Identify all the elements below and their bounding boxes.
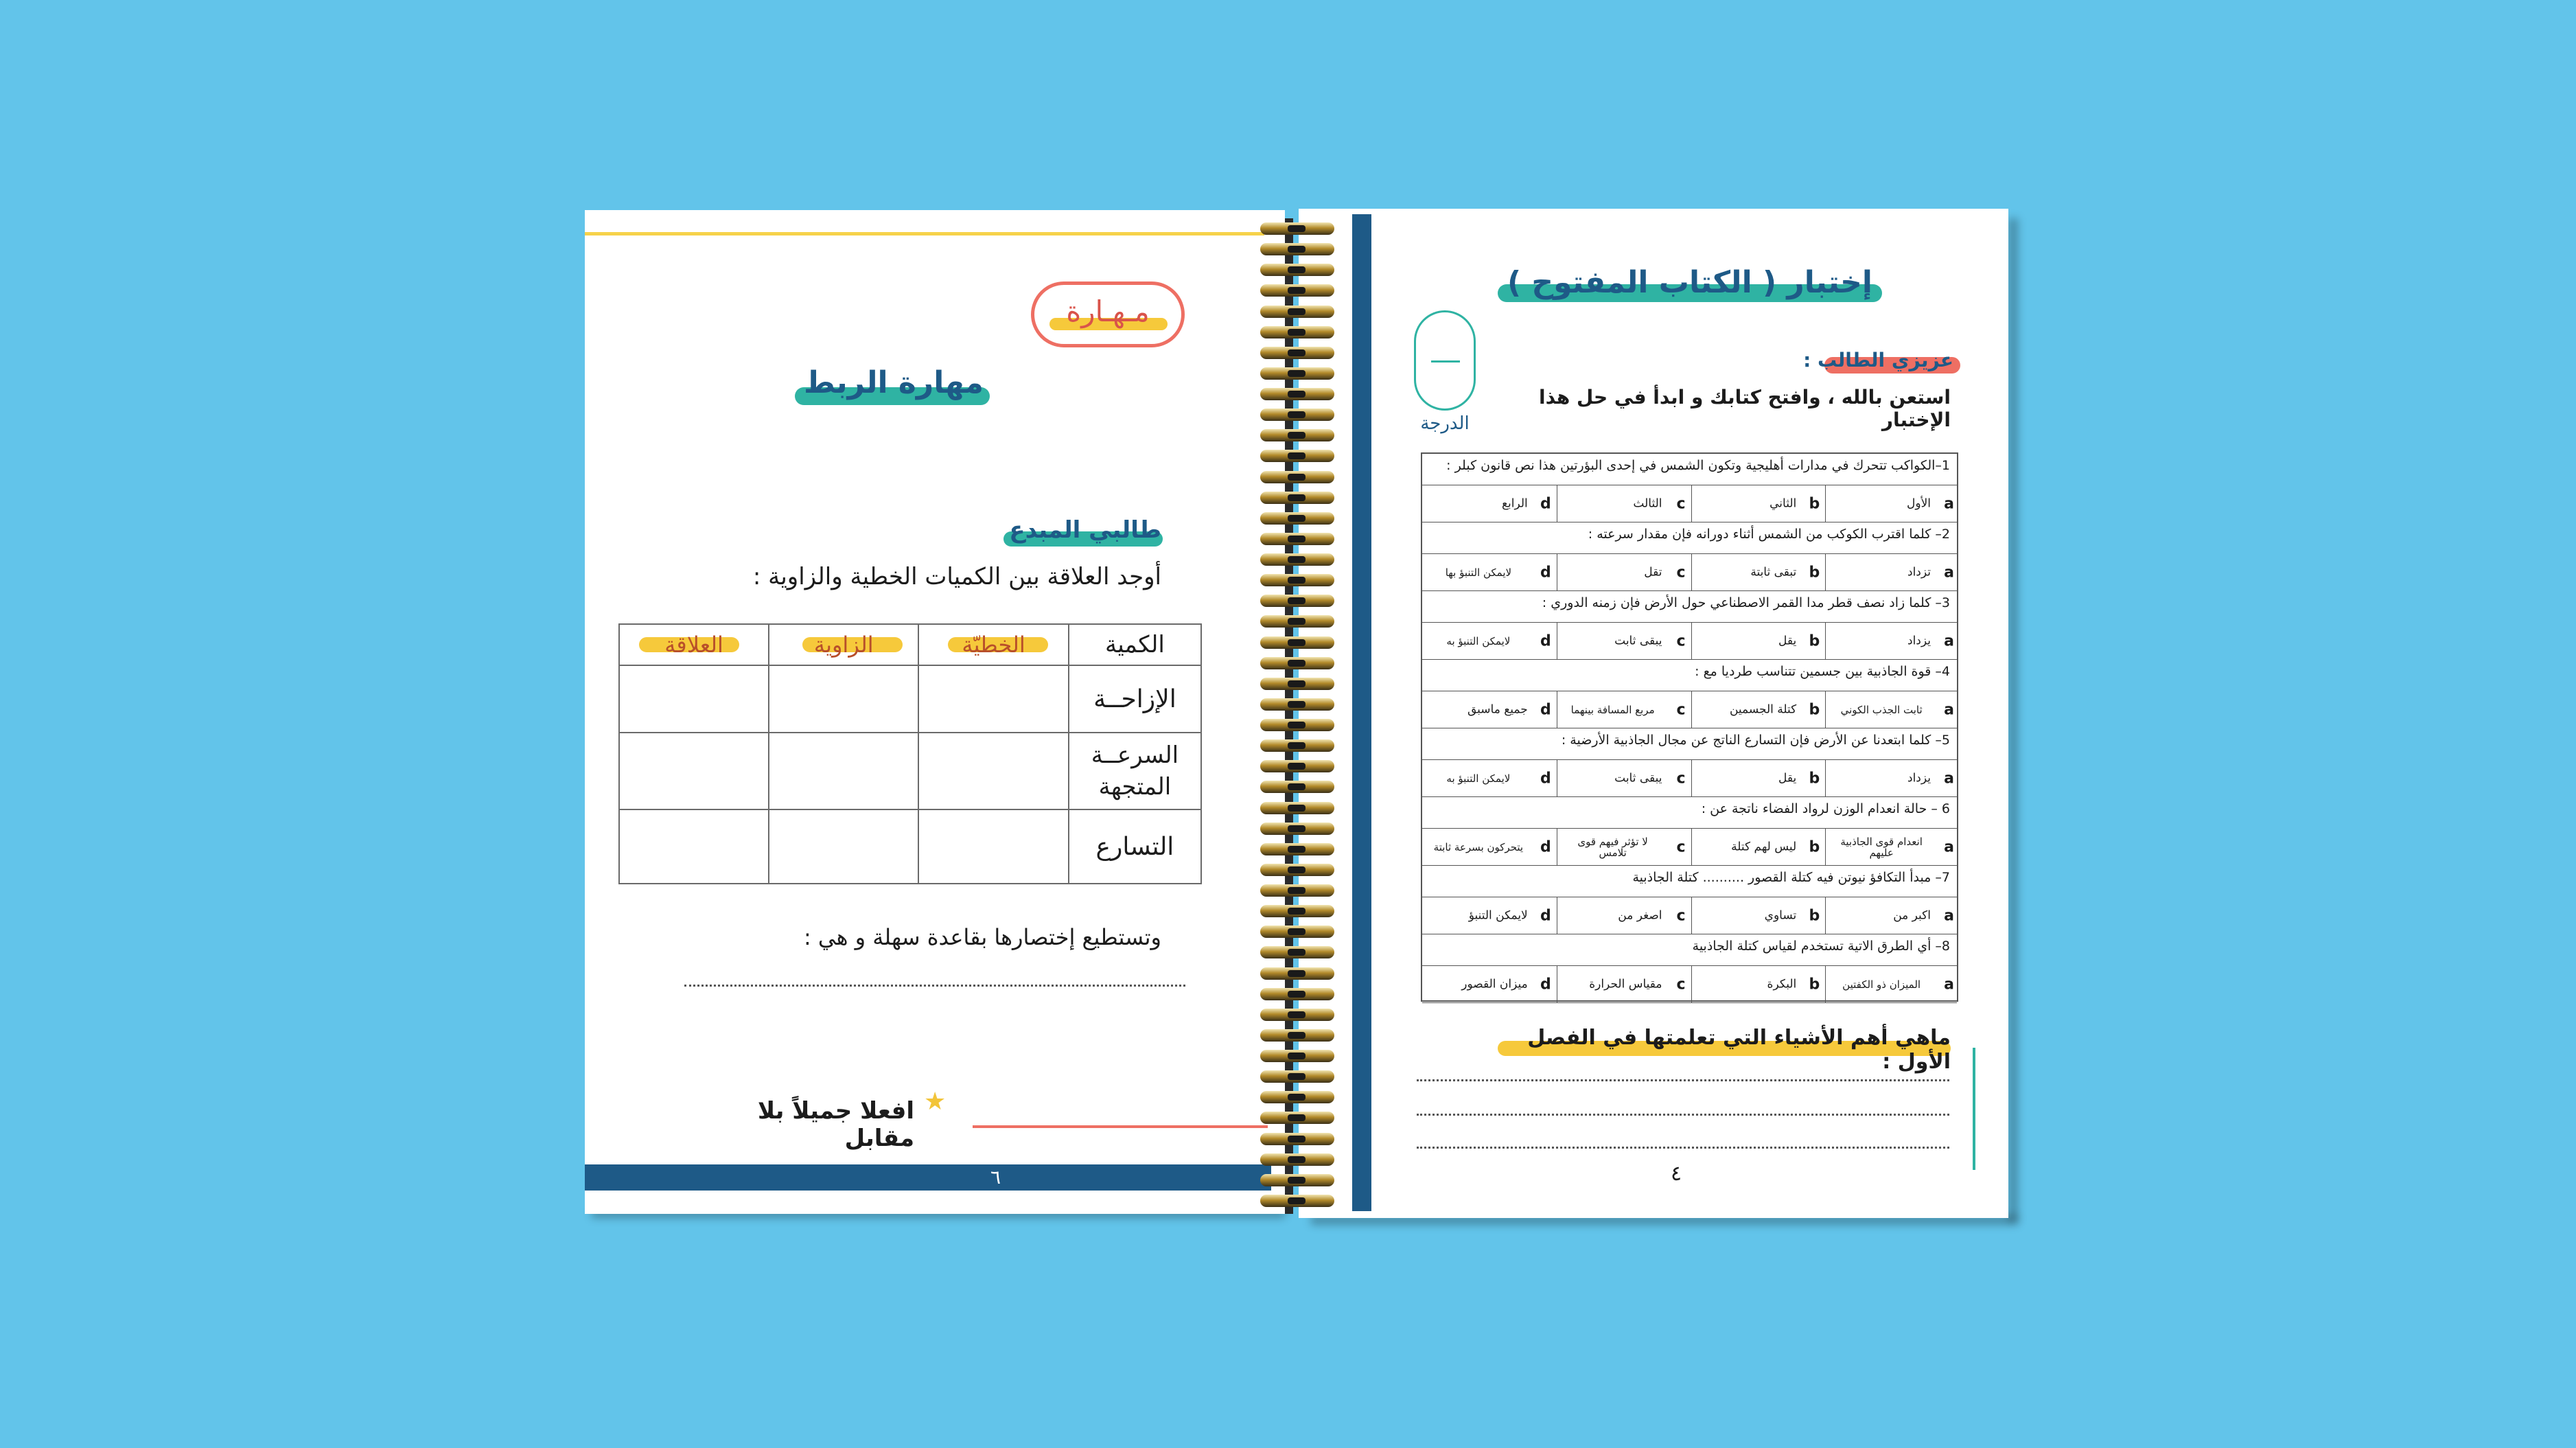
table-cell: التسارع — [1069, 809, 1201, 884]
table-row — [619, 809, 1201, 884]
question-text: 6 – حالة انعدام الوزن لرواد الفضاء ناتجة عن : — [1701, 801, 1950, 816]
option-b[interactable] — [1691, 829, 1826, 865]
option-text: يزداد — [1907, 634, 1931, 647]
question-text: 1–الكواكب تتحرك في مدارات أهليجية وتكون الشمس في إحدى البؤرتين هذا نص قانون كبلر : — [1446, 458, 1950, 473]
option-text: ميزان القصور — [1461, 977, 1528, 991]
spiral-coil — [1260, 657, 1334, 669]
header-label: الكمية — [1105, 631, 1165, 658]
option-a[interactable] — [1825, 691, 1960, 728]
option-a[interactable] — [1825, 623, 1960, 659]
option-b[interactable] — [1691, 966, 1826, 1002]
option-letter: c — [1676, 564, 1686, 581]
option-a[interactable] — [1825, 829, 1960, 865]
spiral-coil — [1260, 864, 1334, 876]
option-text: يقل — [1778, 634, 1797, 647]
question-text: 7– مبدأ التكافؤ نيوتن فيه كتلة القصور .......... كتلة الجاذبية — [1632, 870, 1950, 885]
question-text: 2– كلما اقترب الكوكب من الشمس أثناء دورانه فإن مقدار سرعته : — [1588, 527, 1950, 542]
spiral-coil — [1260, 1133, 1334, 1145]
option-b[interactable] — [1691, 897, 1826, 934]
options-row — [1422, 760, 1957, 797]
quiz-title: إختبار ( الكتاب المفتوح ) — [1507, 265, 1872, 300]
option-text: الثاني — [1769, 496, 1797, 510]
options-row — [1422, 485, 1957, 522]
spiral-coil — [1260, 1174, 1334, 1186]
option-text: جميع ماسبق — [1467, 702, 1528, 716]
option-a[interactable] — [1825, 897, 1960, 934]
grade-box[interactable] — [1414, 310, 1476, 411]
option-text: ثابت الجذب الكوني — [1840, 703, 1923, 716]
spiral-coil — [1260, 739, 1334, 752]
page-number: ٦ — [990, 1166, 1001, 1188]
grade-divider — [1431, 360, 1460, 363]
option-text: مربع المسافة بينهما — [1570, 703, 1655, 716]
option-letter: a — [1944, 907, 1954, 924]
table-row — [619, 665, 1201, 733]
option-d[interactable] — [1422, 829, 1557, 865]
spiral-coil — [1260, 946, 1334, 958]
left-page — [585, 210, 1285, 1214]
header-quantity — [1069, 624, 1201, 665]
reflection-line[interactable] — [1417, 1147, 1949, 1149]
header-label: الزاوية — [813, 632, 874, 658]
spiral-coil — [1260, 553, 1334, 566]
option-c[interactable] — [1557, 623, 1691, 659]
quiz-table — [1421, 452, 1958, 1002]
spiral-coil — [1260, 1009, 1334, 1021]
option-a[interactable] — [1825, 760, 1960, 796]
option-letter: d — [1540, 564, 1551, 581]
relation-table — [618, 623, 1202, 884]
option-text: لايمكن التنبؤ به — [1446, 772, 1511, 785]
table-cell[interactable] — [619, 809, 769, 884]
table-header-row — [619, 624, 1201, 665]
option-d[interactable] — [1422, 760, 1557, 796]
question-row — [1422, 591, 1957, 623]
option-a[interactable] — [1825, 485, 1960, 522]
table-cell[interactable] — [769, 809, 918, 884]
option-c[interactable] — [1557, 485, 1691, 522]
option-a[interactable] — [1825, 966, 1960, 1002]
option-letter: a — [1944, 564, 1954, 581]
question-row — [1422, 797, 1957, 829]
spiral-coil — [1260, 1050, 1334, 1062]
header-label: الخطيّة — [962, 632, 1025, 658]
option-letter: c — [1676, 838, 1686, 855]
header-relation — [619, 624, 769, 665]
option-d[interactable] — [1422, 485, 1557, 522]
option-text: تبقى ثابتة — [1750, 565, 1797, 579]
option-b[interactable] — [1691, 554, 1826, 590]
option-text: الثالث — [1633, 496, 1662, 510]
option-text: الميزان ذو الكفتين — [1842, 978, 1921, 991]
option-letter: d — [1540, 632, 1551, 650]
reflection-prompt: ماهي أهم الأشياء التي تعلمتها في الفصل الأول : — [1527, 1026, 1951, 1074]
table-cell[interactable] — [918, 809, 1068, 884]
option-letter: a — [1944, 701, 1954, 718]
option-c[interactable] — [1557, 554, 1691, 590]
right-page — [1299, 209, 2008, 1218]
option-letter: c — [1676, 632, 1686, 650]
spiral-coil — [1260, 429, 1334, 441]
option-letter: c — [1676, 907, 1686, 924]
spiral-coil — [1260, 905, 1334, 917]
question-text: 8– أي الطرق الاتية تستخدم لقياس كتلة الجاذبية — [1692, 939, 1950, 954]
question-text: 3– كلما زاد نصف قطر مدا القمر الاصطناعي حول الأرض فإن زمنه الدوري : — [1542, 595, 1950, 610]
spiral-coil — [1260, 222, 1334, 235]
option-letter: a — [1944, 770, 1954, 787]
spiral-coil — [1260, 1195, 1334, 1207]
greeting: عزيزي الطالب : — [1803, 349, 1953, 371]
option-letter: a — [1944, 632, 1954, 650]
option-b[interactable] — [1691, 623, 1826, 659]
spiral-coil — [1260, 884, 1334, 897]
option-letter: b — [1809, 907, 1820, 924]
reflection-line[interactable] — [1417, 1114, 1949, 1116]
option-text: لايمكن التنبؤ بها — [1445, 566, 1512, 579]
header-linear — [918, 624, 1068, 665]
spiral-coil — [1260, 1029, 1334, 1042]
table-cell: السرعــة المتجهة — [1069, 733, 1201, 809]
question-text: 5– كلما ابتعدنا عن الأرض فإن التسارع الناتج عن مجال الجاذبية الأرضية : — [1561, 733, 1950, 748]
options-row — [1422, 554, 1957, 591]
spiral-coil — [1260, 1091, 1334, 1103]
table-cell[interactable] — [769, 733, 918, 809]
spiral-coil — [1260, 264, 1334, 276]
option-text: مقياس الحرارة — [1589, 977, 1662, 991]
left-page-title: مهارة الربط — [803, 365, 984, 400]
option-a[interactable] — [1825, 554, 1960, 590]
left-page-subtitle: طالبي المبدع — [1009, 516, 1161, 544]
option-text: الرابع — [1501, 496, 1528, 510]
question-row — [1422, 454, 1957, 485]
option-letter: d — [1540, 838, 1551, 855]
spiral-coil — [1260, 492, 1334, 504]
bottom-bar — [585, 1164, 1271, 1191]
spiral-coil — [1260, 1070, 1334, 1083]
option-text: لا تؤثر فيهم قوى تلامس — [1577, 835, 1648, 859]
spiral-coil — [1260, 450, 1334, 462]
question-row — [1422, 522, 1957, 554]
option-letter: c — [1676, 701, 1686, 718]
option-letter: d — [1540, 495, 1551, 512]
spiral-coil — [1260, 595, 1334, 607]
option-letter: d — [1540, 701, 1551, 718]
summary-prompt: وتستطيع إختصارها بقاعدة سهلة و هي : — [803, 924, 1161, 950]
instruction-text: أوجد العلاقة بين الكميات الخطية والزاوية : — [752, 563, 1161, 590]
spiral-coil — [1260, 243, 1334, 255]
option-letter: c — [1676, 495, 1686, 512]
header-label: العلاقة — [664, 632, 723, 658]
option-text: تقل — [1644, 565, 1662, 579]
spiral-coil — [1260, 802, 1334, 814]
skill-badge — [1031, 281, 1185, 347]
question-row — [1422, 934, 1957, 966]
option-letter: b — [1809, 701, 1820, 718]
option-text: يقل — [1778, 771, 1797, 785]
spiral-coil — [1260, 823, 1334, 835]
option-b[interactable] — [1691, 760, 1826, 796]
options-row — [1422, 623, 1957, 660]
question-row — [1422, 866, 1957, 897]
option-c[interactable] — [1557, 897, 1691, 934]
option-text: يبقى ثابت — [1614, 771, 1662, 785]
question-text: 4– قوة الجاذبية بين جسمين تتناسب طرديا مع : — [1695, 664, 1950, 679]
intro-text: استعن بالله ، وافتح كتابك و ابدأ في حل هذا الإختبار — [1539, 386, 1951, 431]
table-cell[interactable] — [619, 733, 769, 809]
header-angular — [769, 624, 918, 665]
option-letter: a — [1944, 495, 1954, 512]
spiral-coil — [1260, 926, 1334, 938]
page-number: ٤ — [1670, 1162, 1682, 1186]
option-b[interactable] — [1691, 691, 1826, 728]
top-yellow-rule — [585, 232, 1264, 235]
options-row — [1422, 897, 1957, 934]
table-cell[interactable] — [769, 665, 918, 733]
option-letter: c — [1676, 770, 1686, 787]
option-letter: b — [1809, 632, 1820, 650]
spiral-coil — [1260, 967, 1334, 980]
spiral-coil — [1260, 512, 1334, 525]
option-text: انعدام قوى الجاذبية عليهم — [1840, 835, 1923, 859]
option-d[interactable] — [1422, 623, 1557, 659]
option-text: تزداد — [1907, 565, 1931, 579]
option-d[interactable] — [1422, 966, 1557, 1002]
spiral-coil — [1260, 388, 1334, 400]
option-letter: b — [1809, 976, 1820, 993]
spiral-coil — [1260, 409, 1334, 421]
options-row — [1422, 966, 1957, 1003]
option-letter: d — [1540, 907, 1551, 924]
spiral-coil — [1260, 636, 1334, 649]
reflection-line[interactable] — [1417, 1079, 1949, 1081]
spiral-coil — [1260, 533, 1334, 545]
answer-line[interactable] — [684, 985, 1185, 987]
spiral-coil — [1260, 760, 1334, 772]
question-row — [1422, 660, 1957, 691]
option-letter: b — [1809, 770, 1820, 787]
option-letter: b — [1809, 495, 1820, 512]
skill-badge-label: مـهـارة — [1066, 295, 1150, 328]
spiral-coil — [1260, 1153, 1334, 1166]
option-d[interactable] — [1422, 897, 1557, 934]
reflection-side-rule — [1973, 1048, 1975, 1170]
option-letter: a — [1944, 976, 1954, 993]
option-letter: d — [1540, 770, 1551, 787]
table-cell[interactable] — [918, 733, 1068, 809]
spiral-coil — [1260, 574, 1334, 586]
spiral-binding — [1260, 220, 1334, 1213]
option-c[interactable] — [1557, 691, 1691, 728]
table-cell[interactable] — [918, 665, 1068, 733]
option-text: يتحركون بسرعة ثابتة — [1433, 840, 1524, 853]
option-c[interactable] — [1557, 966, 1691, 1002]
spiral-coil — [1260, 615, 1334, 628]
options-row — [1422, 691, 1957, 728]
option-b[interactable] — [1691, 485, 1826, 522]
option-text: يبقى ثابت — [1614, 634, 1662, 647]
spiral-coil — [1260, 347, 1334, 359]
spiral-coil — [1260, 1112, 1334, 1124]
left-navy-bar — [1352, 214, 1371, 1211]
option-text: اصغر من — [1618, 908, 1662, 922]
option-text: يزداد — [1907, 771, 1931, 785]
table-cell[interactable] — [619, 665, 769, 733]
option-c[interactable] — [1557, 829, 1691, 865]
spiral-coil — [1260, 781, 1334, 793]
option-text: كتلة الجسمين — [1729, 702, 1797, 716]
option-text: اكبر من — [1893, 908, 1931, 922]
option-letter: b — [1809, 564, 1820, 581]
spiral-coil — [1260, 367, 1334, 380]
footer-coral-rule — [973, 1125, 1268, 1128]
option-letter: b — [1809, 838, 1820, 855]
spiral-coil — [1260, 326, 1334, 338]
option-text: البكرة — [1767, 977, 1797, 991]
spiral-coil — [1260, 988, 1334, 1000]
option-text: لايمكن التنبؤ — [1468, 908, 1528, 922]
spiral-coil — [1260, 843, 1334, 855]
footer-quote: افعلا جميلاً بلا مقابل — [757, 1097, 914, 1152]
table-cell: الإزاحــة — [1069, 665, 1201, 733]
option-text: الأول — [1907, 496, 1931, 510]
spiral-coil — [1260, 719, 1334, 731]
options-row — [1422, 829, 1957, 866]
option-d[interactable] — [1422, 554, 1557, 590]
option-c[interactable] — [1557, 760, 1691, 796]
spiral-coil — [1260, 284, 1334, 297]
option-letter: a — [1944, 838, 1954, 855]
option-text: ليس لهم كتلة — [1731, 840, 1797, 853]
option-letter: c — [1676, 976, 1686, 993]
spiral-coil — [1260, 471, 1334, 483]
option-text: تساوي — [1764, 908, 1797, 922]
question-row — [1422, 728, 1957, 760]
spiral-coil — [1260, 698, 1334, 711]
option-d[interactable] — [1422, 691, 1557, 728]
spiral-coil — [1260, 678, 1334, 690]
option-text: لايمكن التنبؤ به — [1446, 634, 1511, 647]
table-row — [619, 733, 1201, 809]
grade-label: الدرجة — [1420, 413, 1470, 434]
star-icon: ★ — [924, 1088, 947, 1116]
spiral-coil — [1260, 306, 1334, 318]
option-letter: d — [1540, 976, 1551, 993]
